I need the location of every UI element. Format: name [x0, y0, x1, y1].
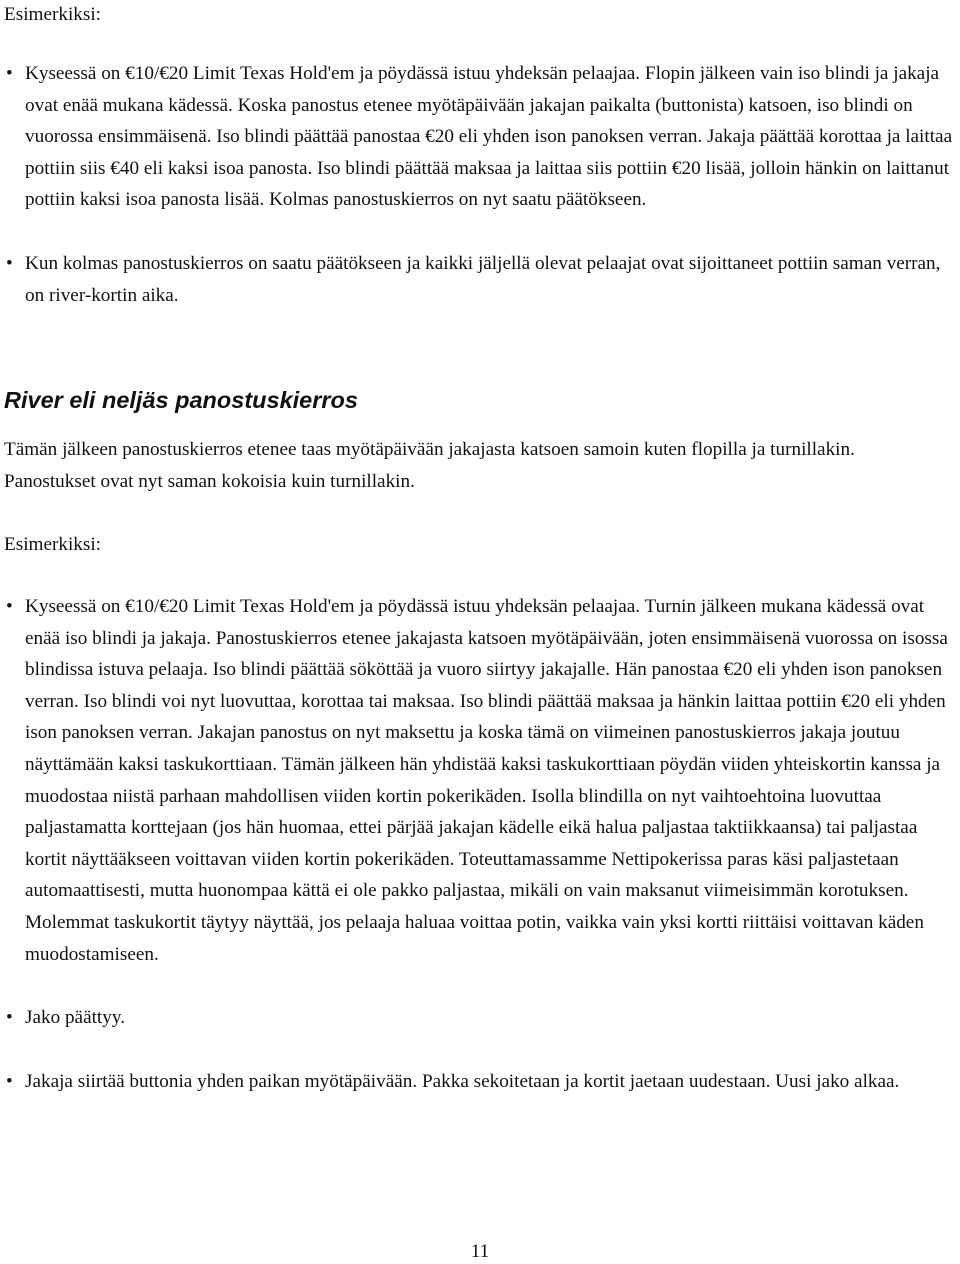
bullet-icon: •: [6, 1007, 13, 1029]
example-label: Esimerkiksi:: [4, 4, 101, 25]
list-item: [4, 1002, 959, 1034]
list-item: [4, 248, 954, 311]
list-item-text: Jakaja siirtää buttonia yhden paikan myötäpäivään. Pakka sekoitetaan ja kortit jaetaan uudestaan. Uusi jako alkaa.: [25, 1070, 900, 1092]
bullet-icon: •: [6, 252, 13, 274]
section-heading: River eli neljäs panostuskierros: [4, 387, 358, 413]
example-list: [4, 58, 954, 311]
list-item-text: Jako päättyy.: [25, 1007, 125, 1029]
page-number: 11: [470, 1241, 490, 1262]
list-item-text: Kyseessä on €10/€20 Limit Texas Hold'em ja pöydässä istuu yhdeksän pelaajaa. Turnin jälkeen mukana kädessä ovat enää iso blindi ja jakaja. Panostuskierros etenee jakajasta katsoen myötäpäivään, joten ensimmäisenä vuorossa on isossa blindissa istuva pelaaja. Iso blindi päättää sököttää ja vuoro siirtyy jakajalle. Hän panostaa €20 eli yhden ison panoksen verran. Iso blindi voi nyt luovuttaa, korottaa tai maksaa. Iso blindi päättää maksaa ja hänkin laittaa pottiin €20 eli yhden ison panoksen verran. Jakajan panostus on nyt maksettu ja koska tämä on viimeinen panostuskierros jakaja joutuu näyttämään kaksi taskukorttiaan. Tämän jälkeen hän yhdistää kaksi taskukorttiaan pöydän viiden yhteiskortin kanssa ja muodostaa niistä parhaan mahdollisen viiden kortin pokerikäden. Isolla blindilla on nyt vaihtoehtoina luovuttaa paljastamatta korttejaan (jos hän huomaa, ettei pärjää jakajan kädelle eikä halua paljastaa taktiikkaansa) tai paljastaa kortit näyttääkseen voittavan viiden kortin pokerikäden. Toteuttamassamme Nettipokerissa paras käsi paljastetaan automaattisesti, mutta huonompaa kättä ei ole pakko paljastaa, mikäli on vain maksanut viimeisimmän korotuksen. Molemmat taskukortit täytyy näyttää, jos pelaaja haluaa voittaa potin, vaikka vain yksi kortti riittäisi voittavan käden muodostamiseen.: [25, 596, 948, 965]
list-item-text: Kyseessä on €10/€20 Limit Texas Hold'em ja pöydässä istuu yhdeksän pelaajaa. Flopin jälkeen vain iso blindi ja jakaja ovat enää mukana kädessä. Koska panostus etenee myötäpäivään jakajan paikalta (buttonista) katsoen, iso blindi on vuorossa ensimmäisenä. Iso blindi päättää panostaa €20 eli yhden ison panoksen verran. Jakaja päättää korottaa ja laittaa pottiin siis €40 eli kaksi isoa panosta. Iso blindi päättää maksaa ja laittaa siis pottiin €20 lisää, jolloin hänkin on laittanut pottiin kaksi isoa panosta lisää. Kolmas panostuskierros on nyt saatu päätökseen.: [25, 63, 953, 211]
list-item: [4, 591, 959, 970]
example-label: Esimerkiksi:: [4, 534, 101, 555]
list-item-text: Kun kolmas panostuskierros on saatu päätökseen ja kaikki jäljellä olevat pelaajat ovat sijoittaneet pottiin saman verran, on river-kortin aika.: [25, 252, 941, 306]
bullet-icon: •: [6, 596, 13, 617]
list-item: [4, 1066, 959, 1098]
example-list: [4, 591, 959, 1097]
bullet-icon: •: [6, 63, 13, 84]
section-intro: Tämän jälkeen panostuskierros etenee taas myötäpäivään jakajasta katsoen samoin kuten flopilla ja turnillakin. Panostukset ovat nyt saman kokoisia kuin turnillakin.: [4, 439, 855, 492]
list-item: [4, 58, 954, 216]
bullet-icon: •: [6, 1070, 13, 1092]
